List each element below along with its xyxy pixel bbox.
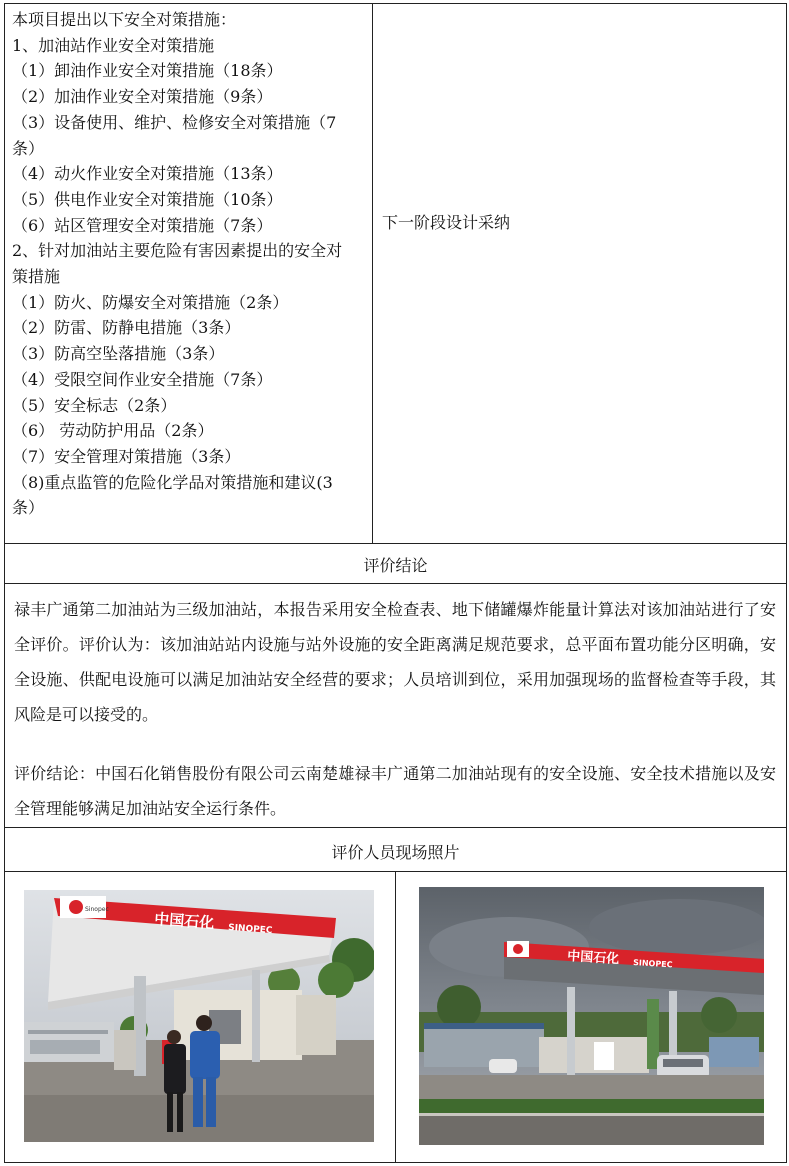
- rule-after-conclusion: [4, 827, 787, 828]
- rule-after-measures: [4, 543, 787, 544]
- list-item: 条）: [12, 498, 45, 518]
- site-photo-station: [419, 887, 764, 1145]
- canopy-sign-brand: SINOPEC: [227, 923, 273, 937]
- list-item: （5）安全标志（2条）: [12, 395, 177, 415]
- canopy-sign-brand-2: SINOPEC: [632, 958, 673, 970]
- photos-heading: 评价人员现场照片: [331, 843, 460, 862]
- list-item: （5）供电作业安全对策措施（10条）: [12, 189, 283, 209]
- canopy-sign-text-2: 中国石化: [566, 949, 620, 968]
- rule-left: [4, 3, 5, 1163]
- rule-after-conclusion-heading: [4, 583, 787, 584]
- rule-top: [4, 3, 787, 4]
- canopy-sign-text: 中国石化: [153, 910, 215, 933]
- measures-intro: 本项目提出以下安全对策措施：: [12, 10, 237, 29]
- logo-text: Sinopec: [85, 906, 109, 913]
- rule-photo-split: [395, 871, 396, 1162]
- list-item: （7）安全管理对策措施（3条）: [12, 446, 241, 466]
- document-table: [4, 3, 787, 1163]
- measures-list: [12, 7, 368, 521]
- list-item: （1）卸油作业安全对策措施（18条）: [12, 61, 283, 81]
- site-photo-staff: [24, 890, 374, 1142]
- list-item: （4）受限空间作业安全措施（7条）: [12, 369, 273, 389]
- list-item: 1、加油站作业安全对策措施: [12, 35, 215, 55]
- list-item: 条）: [12, 138, 45, 158]
- list-item: （8)重点监管的危险化学品对策措施和建议(3: [12, 472, 333, 492]
- rule-bottom: [4, 1162, 787, 1163]
- list-item: （1）防火、防爆安全对策措施（2条）: [12, 292, 289, 312]
- conclusion-heading: 评价结论: [363, 556, 428, 575]
- adoption-note: 下一阶段设计采纳: [382, 213, 511, 232]
- list-item: （6）站区管理安全对策措施（7条）: [12, 215, 273, 235]
- list-item: （3）设备使用、维护、检修安全对策措施（7: [12, 112, 337, 132]
- list-item: （6） 劳动防护用品（2条）: [12, 421, 214, 441]
- conclusion-paragraph: 禄丰广通第二加油站为三级加油站，本报告采用安全检查表、地下储罐爆炸能量计算法对该加油站进行了安全评价。评价认为：该加油站站内设施与站外设施的安全距离满足规范要求，总平面布置功能分区明确，安全设施、供配电设施可以满足加油站安全经营的要求；人员培训到位，采用加强现场的监督检查等手段，其风险是可以接受的。: [14, 600, 776, 724]
- list-item: 策措施: [12, 267, 61, 287]
- list-item: （4）动火作业安全对策措施（13条）: [12, 164, 283, 184]
- list-item: （2）加油作业安全对策措施（9条）: [12, 87, 273, 107]
- list-item: （2）防雷、防静电措施（3条）: [12, 318, 241, 338]
- rule-col-split: [372, 3, 373, 543]
- list-item: 2、针对加油站主要危险有害因素提出的安全对: [12, 241, 343, 261]
- list-item: （3）防高空坠落措施（3条）: [12, 344, 225, 364]
- rule-right: [786, 3, 787, 1163]
- conclusion-statement: 评价结论：中国石化销售股份有限公司云南楚雄禄丰广通第二加油站现有的安全设施、安全技术措施以及安全管理能够满足加油站安全运行条件。: [14, 764, 776, 818]
